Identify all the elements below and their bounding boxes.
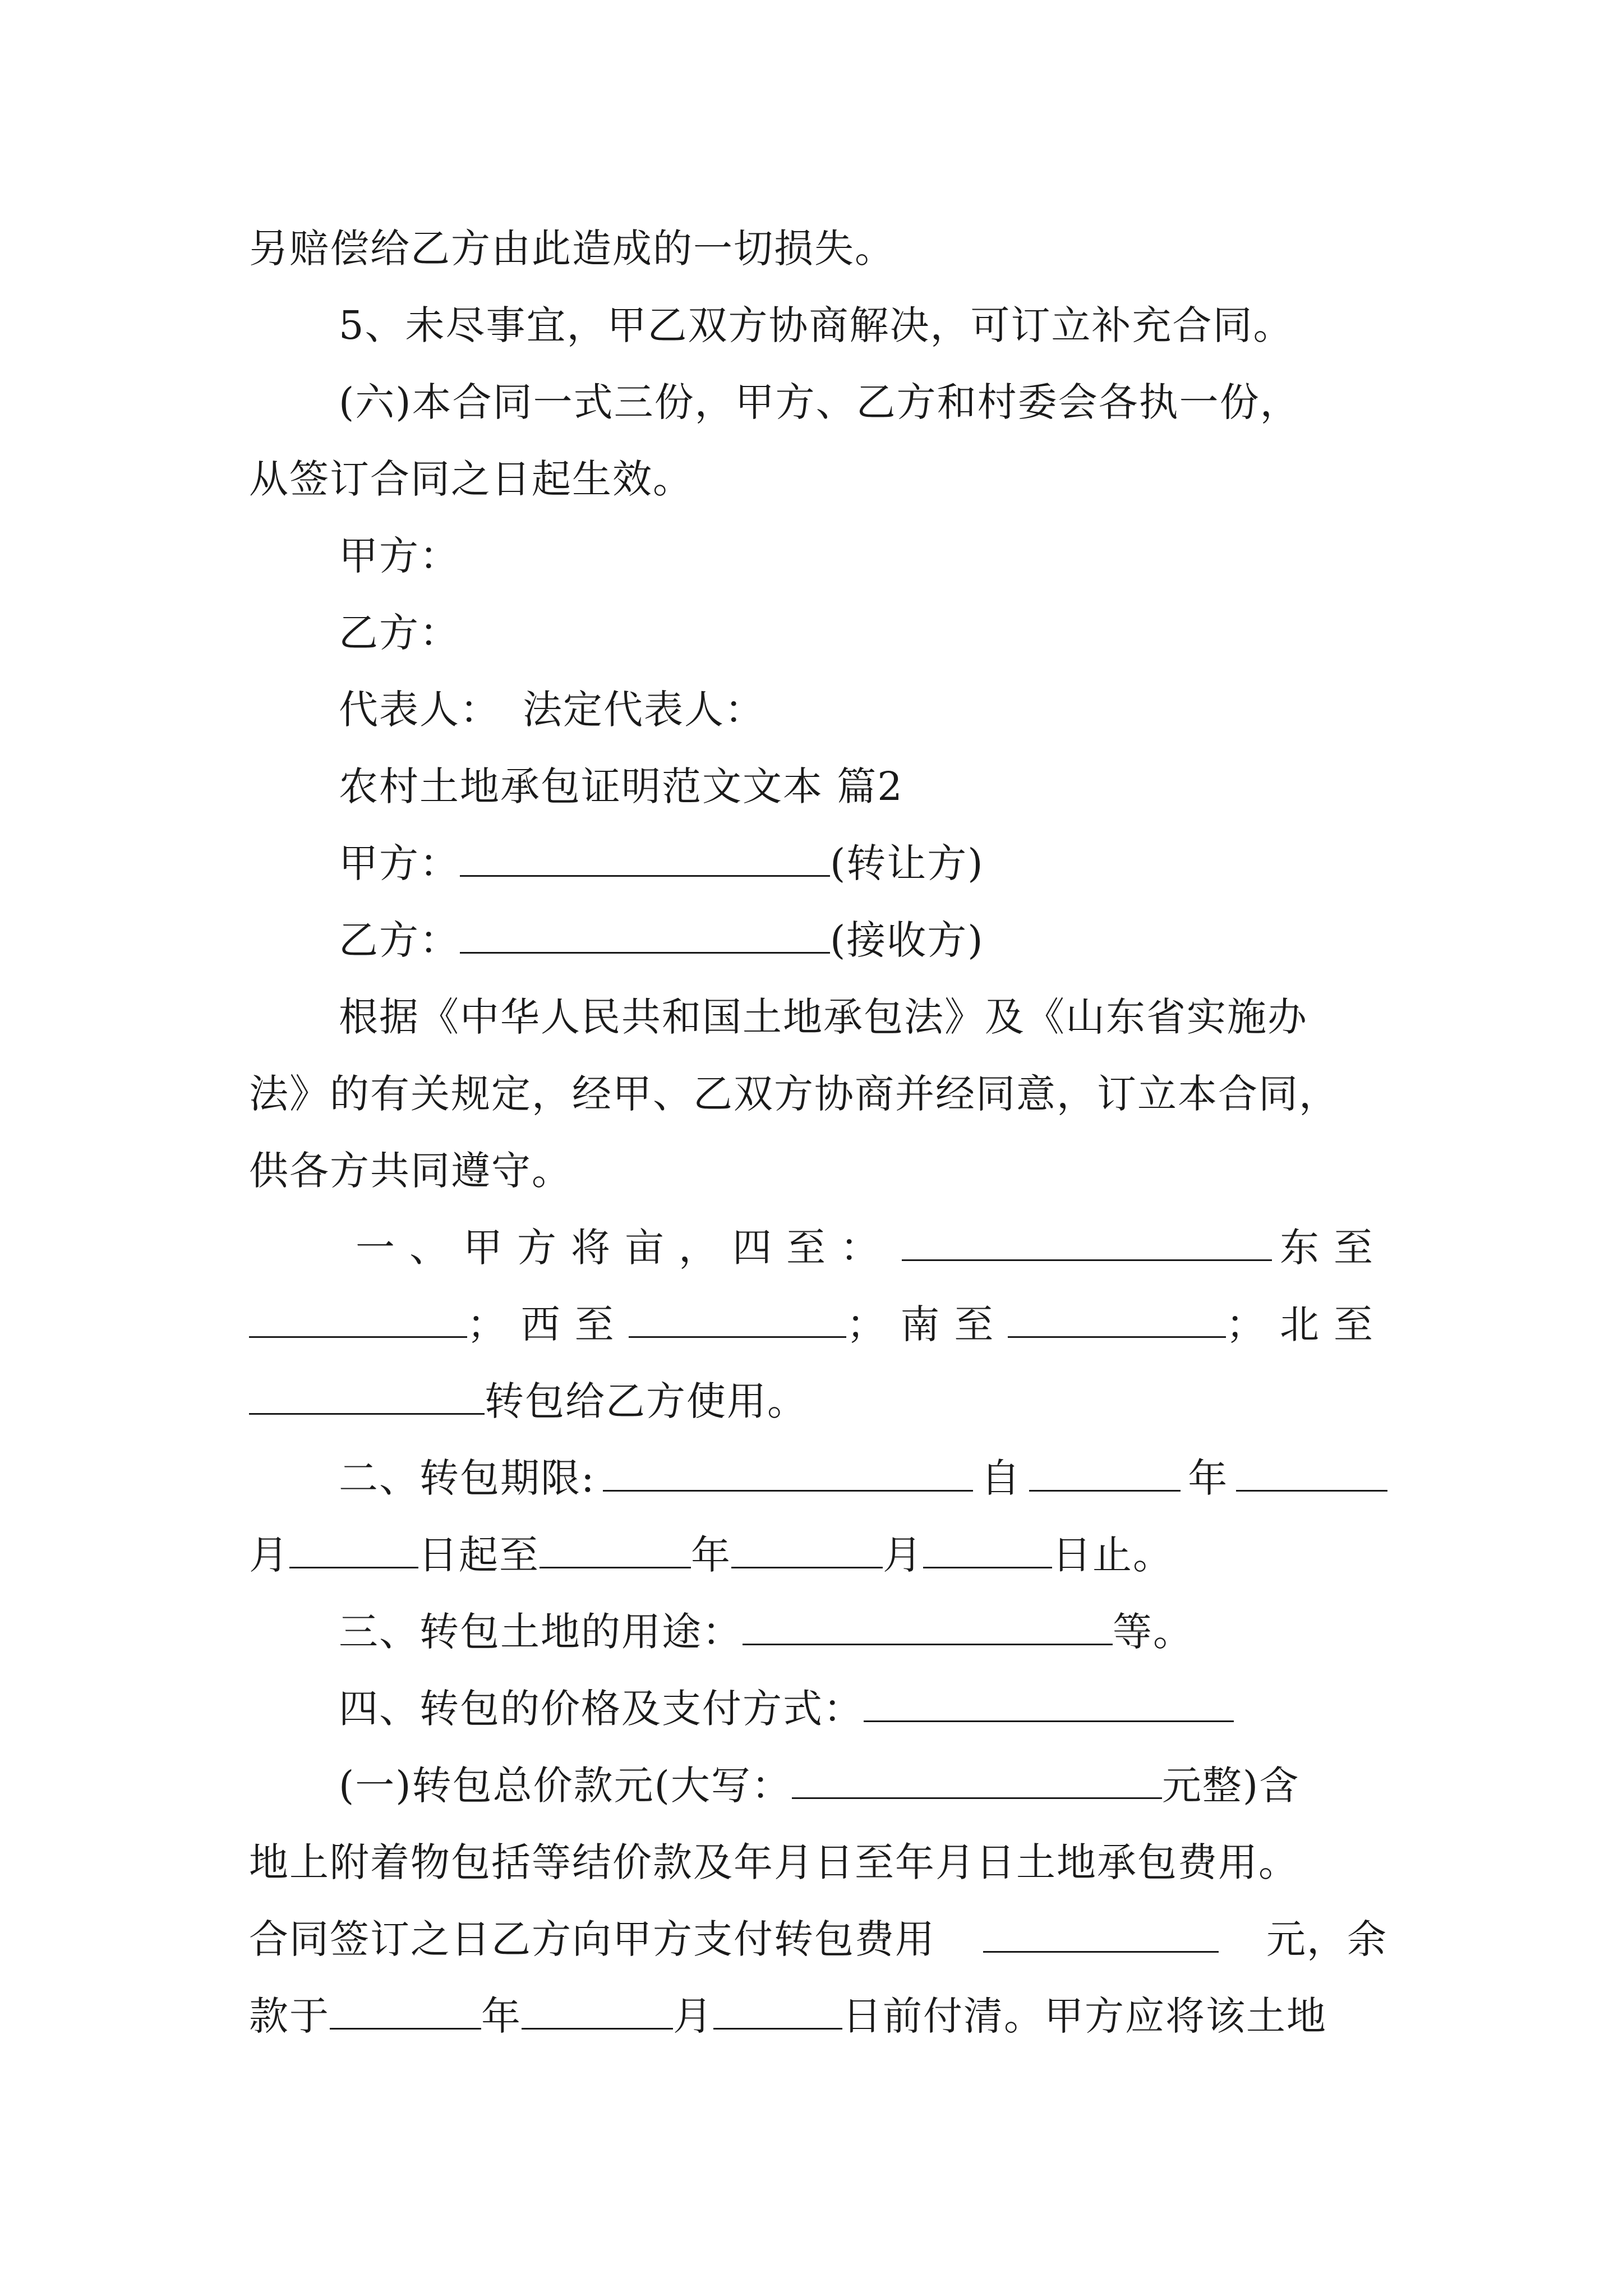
text-run: 乙方： [339,917,460,963]
blank-field [864,1686,1234,1722]
blank-field [629,1301,847,1338]
text-run: 法定代表人： [523,687,765,733]
signature-party-a [249,518,1387,595]
blank-field [923,1532,1052,1568]
text-run: 等。 [1113,1609,1193,1655]
text-line [249,441,1387,518]
text-run: 三、转包土地的用途： [339,1609,743,1655]
text-line [249,979,1387,1056]
blank-field [713,1993,842,2030]
text-run: 从签订合同之日起生效。 [249,456,693,502]
blank-field [743,1609,1113,1645]
text-run: 款于 [249,1993,330,2039]
party-a-line [249,825,1387,902]
text-run: 月 [249,1532,289,1578]
blank-field [731,1532,883,1568]
clause-2-line [249,1517,1387,1594]
text-run: 一、甲方将亩，四至： [356,1225,894,1271]
text-run: 5、未尽事宜，甲乙双方协商解决，可订立补充合同。 [339,302,1294,348]
payment-line [249,1901,1387,1978]
text-run: (接收方) [830,917,984,963]
text-run: 根据《中华人民共和国土地承包法》及《山东省实施办 [339,994,1308,1040]
document-body [249,210,1387,2055]
text-run: 转包给乙方使用。 [485,1378,808,1424]
clause-4-1-line [249,1747,1387,1824]
text-line [249,364,1387,441]
blank-field [983,1916,1219,1953]
clause-1-line [249,1363,1387,1440]
clause-4-line [249,1671,1387,1747]
text-run: 日起至 [418,1532,540,1578]
text-run: 代表人： [339,687,500,733]
blank-field [792,1763,1162,1799]
blank-field [902,1225,1272,1261]
text-run: 月 [673,1993,713,2039]
text-run: 日止。 [1052,1532,1173,1578]
text-run: 月 [883,1532,923,1578]
blank-field [460,840,830,877]
blank-field [249,1378,485,1415]
text-line [249,1133,1387,1209]
blank-field [603,1455,973,1492]
text-run: 乙方： [339,610,460,656]
signature-representatives [249,671,1387,748]
text-run: ；西至 [467,1301,629,1347]
text-run: 另赔偿给乙方由此造成的一切损失。 [249,226,895,272]
text-run: 年 [691,1532,731,1578]
text-run: 甲方： [339,840,460,886]
text-run: 东至 [1280,1225,1387,1271]
text-run: 甲方： [339,533,460,579]
text-run: 年 [481,1993,522,2039]
text-run: 日前付清。甲方应将该土地 [842,1993,1327,2039]
text-run: (一)转包总价款元(大写： [339,1763,792,1809]
text-line [249,1056,1387,1133]
text-run: 元整)含 [1161,1763,1300,1809]
section-heading [249,748,1387,825]
signature-party-b [249,595,1387,671]
text-run: 农村土地承包证明范文文本 篇2 [339,763,903,809]
blank-field [1236,1455,1387,1492]
blank-field [330,1993,481,2030]
blank-field [460,917,830,954]
text-run: ；南至 [846,1301,1008,1347]
text-run: 供各方共同遵守。 [249,1148,572,1194]
text-run: 自 [980,1455,1021,1501]
blank-field [540,1532,691,1568]
clause-3-line [249,1594,1387,1671]
clause-1-line [249,1209,1387,1286]
party-b-line [249,902,1387,979]
text-line [249,1824,1387,1901]
clause-1-line [249,1286,1387,1363]
blank-field [522,1993,673,2030]
text-run: 年 [1188,1455,1229,1501]
clause-2-line [249,1440,1387,1517]
text-run: 法》的有关规定，经甲、乙双方协商并经同意，订立本合同， [249,1071,1339,1117]
text-run: ；北至 [1226,1301,1388,1347]
text-line [249,210,1387,287]
text-run: 合同签订之日乙方向甲方支付转包费用 [249,1916,935,1962]
text-run: 四、转包的价格及支付方式： [339,1686,864,1732]
blank-field [1008,1301,1226,1338]
blank-field [289,1532,418,1568]
text-run: 地上附着物包括等结价款及年月日至年月日土地承包费用。 [249,1839,1299,1885]
payment-line [249,1978,1387,2055]
text-run: (六)本合同一式三份，甲方、乙方和村委会各执一份， [339,379,1301,425]
text-line [249,287,1387,364]
text-run: 元，余 [1266,1916,1387,1962]
text-run: 二、转包期限: [339,1455,596,1501]
blank-field [249,1301,467,1338]
blank-field [1029,1455,1181,1492]
text-run: (转让方) [830,840,984,886]
